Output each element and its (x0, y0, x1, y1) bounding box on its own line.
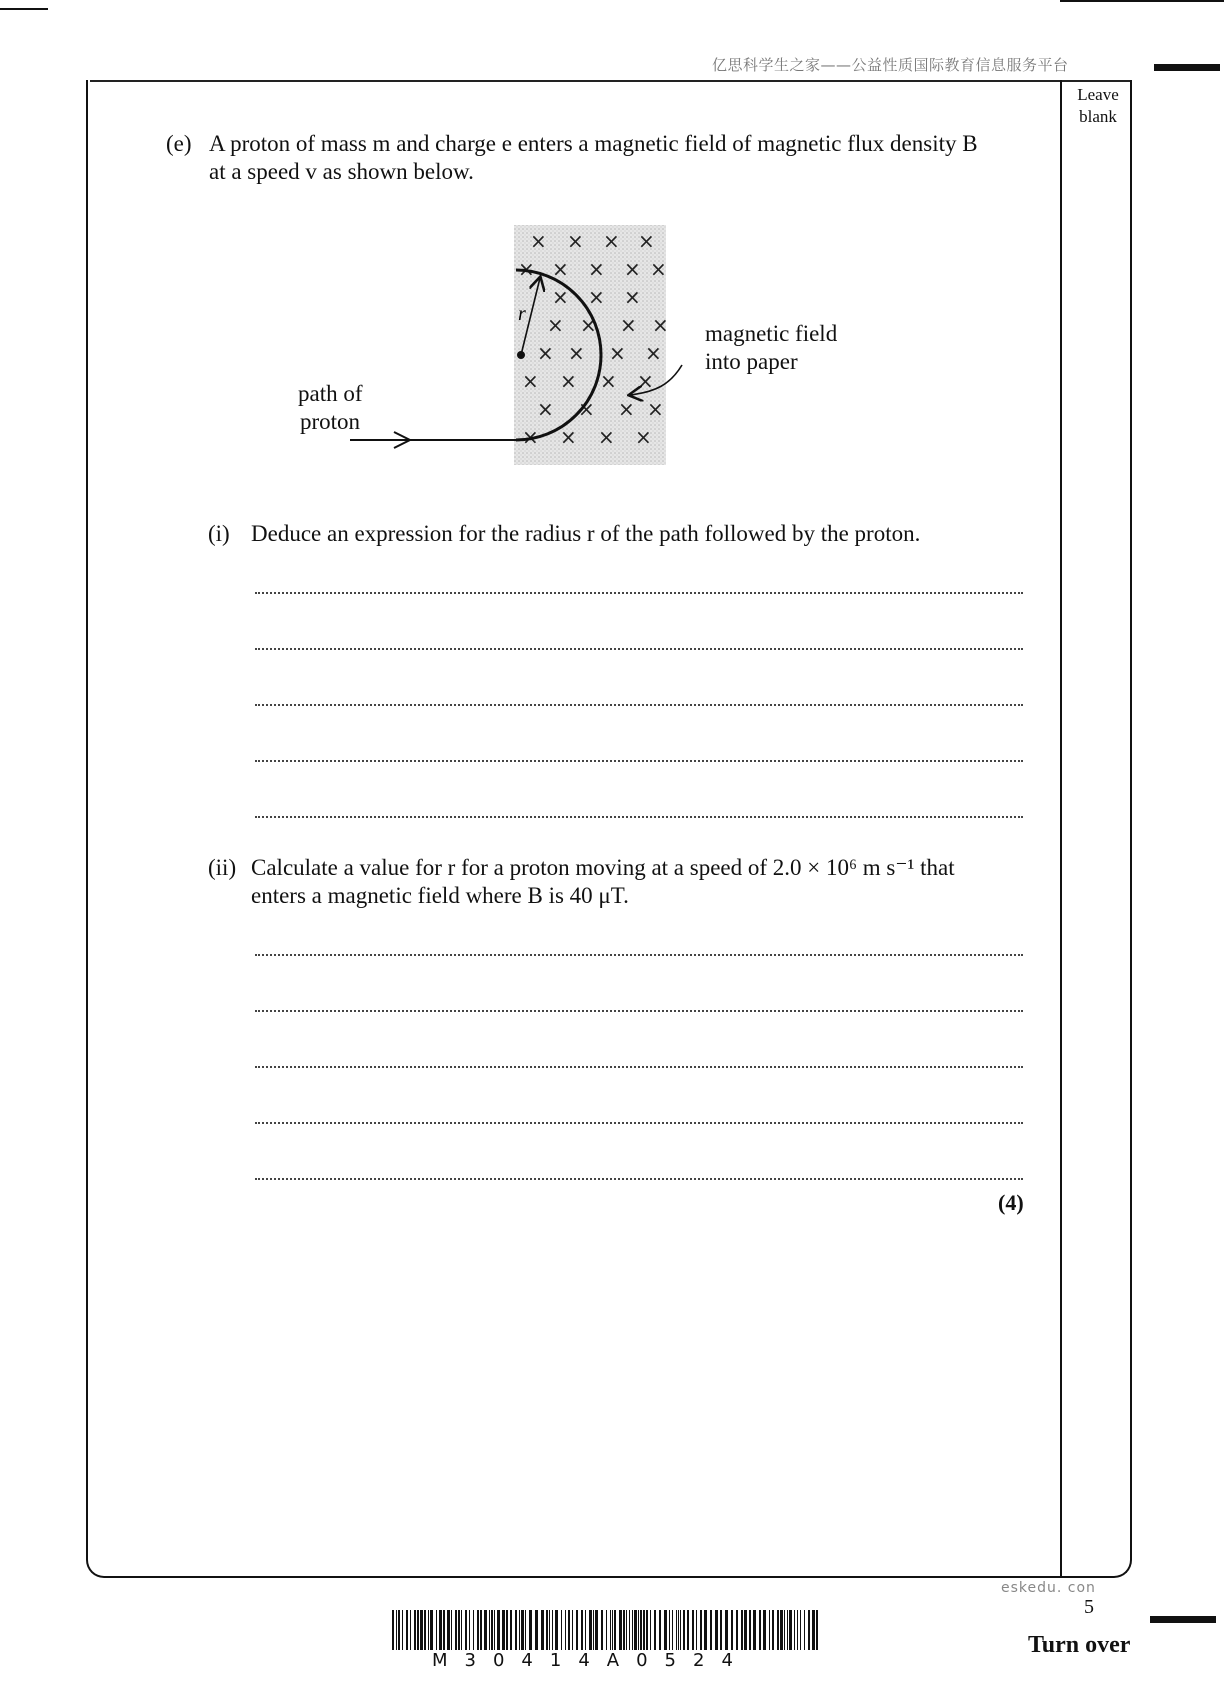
field-cross: × (600, 369, 617, 393)
barcode-bar (593, 1610, 594, 1650)
field-cross: × (560, 369, 577, 393)
answer-line-i-3[interactable] (255, 704, 1023, 706)
barcode-bar (715, 1610, 718, 1650)
barcode-bar (436, 1610, 437, 1650)
field-cross: × (603, 229, 620, 253)
field-cross: × (537, 397, 554, 421)
barcode-bar (561, 1610, 562, 1650)
barcode-bar (406, 1610, 408, 1650)
answer-line-i-2[interactable] (255, 648, 1023, 650)
field-cross: × (588, 285, 605, 309)
barcode-bar (424, 1610, 426, 1650)
field-cross: × (522, 425, 539, 449)
field-label-line1: magnetic field (705, 321, 838, 346)
field-cross: × (552, 285, 569, 309)
barcode-bar (519, 1610, 520, 1650)
registration-mark-bottom (1150, 1616, 1216, 1623)
barcode-bar (638, 1610, 639, 1650)
field-cross: × (637, 369, 654, 393)
barcode (390, 1610, 830, 1654)
registration-mark-top (1154, 64, 1220, 71)
barcode-bar (759, 1610, 761, 1650)
barcode-bar (458, 1610, 460, 1650)
intro-text: A proton of mass m and charge e enters a magnetic field of magnetic flux density B (209, 131, 978, 156)
barcode-bar (510, 1610, 512, 1650)
barcode-bar (614, 1610, 616, 1650)
answer-line-ii-3[interactable] (255, 1066, 1023, 1068)
barcode-bar (687, 1610, 689, 1650)
barcode-bar (398, 1610, 400, 1650)
barcode-bar (430, 1610, 433, 1650)
field-label-line2: into paper (705, 349, 798, 374)
question-intro-line1 (209, 130, 978, 158)
barcode-bar (794, 1610, 795, 1650)
barcode-bar (753, 1610, 756, 1650)
answer-line-ii-4[interactable] (255, 1122, 1023, 1124)
barcode-bar (664, 1610, 667, 1650)
answer-line-ii-1[interactable] (255, 954, 1023, 956)
barcode-bar (816, 1610, 818, 1650)
barcode-bar (623, 1610, 625, 1650)
barcode-bar (484, 1610, 487, 1650)
barcode-bar (789, 1610, 792, 1650)
field-cross: × (624, 257, 641, 281)
sub-i-text: Deduce an expression for the radius r of the path followed by the proton. (251, 521, 921, 546)
barcode-bar (808, 1610, 810, 1650)
barcode-bar (720, 1610, 722, 1650)
field-cross: × (537, 341, 554, 365)
corner-mark-top-right (1060, 0, 1224, 2)
barcode-bar (529, 1610, 532, 1650)
barcode-bar (772, 1610, 774, 1650)
barcode-bar (491, 1610, 493, 1650)
barcode-bar (696, 1610, 697, 1650)
answer-line-i-5[interactable] (255, 816, 1023, 818)
barcode-bar (812, 1610, 815, 1650)
barcode-bar (473, 1610, 474, 1650)
barcode-bar (704, 1610, 707, 1650)
field-cross: × (638, 229, 655, 253)
barcode-bar (480, 1610, 482, 1650)
barcode-bar (546, 1610, 548, 1650)
barcode-bar (525, 1610, 526, 1650)
barcode-bar (589, 1610, 592, 1650)
barcode-bar (552, 1610, 553, 1650)
barcode-bars (392, 1610, 818, 1650)
barcode-bar (410, 1610, 411, 1650)
barcode-bar (632, 1610, 633, 1650)
field-cross: × (568, 341, 585, 365)
barcode-bar (465, 1610, 467, 1650)
barcode-bar (654, 1610, 656, 1650)
barcode-bar (640, 1610, 642, 1650)
sub-i-label: (i) (208, 521, 230, 546)
field-cross: × (522, 369, 539, 393)
path-label-line2: proton (300, 409, 361, 434)
field-cross: × (560, 425, 577, 449)
field-cross: × (620, 313, 637, 337)
field-cross: × (598, 425, 615, 449)
barcode-bar (469, 1610, 470, 1650)
barcode-bar (710, 1610, 712, 1650)
barcode-bar (749, 1610, 751, 1650)
field-cross: × (567, 229, 584, 253)
field-cross: × (647, 397, 664, 421)
field-cross: × (645, 341, 662, 365)
field-cross: × (650, 257, 667, 281)
barcode-bar (610, 1610, 611, 1650)
answer-line-i-4[interactable] (255, 760, 1023, 762)
barcode-bar (477, 1610, 479, 1650)
field-cross: × (624, 285, 641, 309)
barcode-bar (626, 1610, 627, 1650)
barcode-bar (576, 1610, 578, 1650)
barcode-bar (396, 1610, 397, 1650)
barcode-bar (451, 1610, 452, 1650)
barcode-bar (515, 1610, 517, 1650)
field-cross: × (552, 257, 569, 281)
barcode-number: M30414A0524 (432, 1650, 750, 1671)
barcode-bar (736, 1610, 738, 1650)
barcode-bar (461, 1610, 462, 1650)
barcode-bar (568, 1610, 570, 1650)
field-cross: × (547, 313, 564, 337)
barcode-bar (541, 1610, 544, 1650)
barcode-bar (797, 1610, 798, 1650)
barcode-bar (780, 1610, 783, 1650)
field-cross: × (578, 397, 595, 421)
barcode-bar (581, 1610, 583, 1650)
barcode-bar (439, 1610, 442, 1650)
barcode-bar (549, 1610, 550, 1650)
barcode-bar (601, 1610, 603, 1650)
barcode-bar (489, 1610, 490, 1650)
barcode-bar (731, 1610, 733, 1650)
barcode-bar (725, 1610, 728, 1650)
barcode-bar (629, 1610, 630, 1650)
barcode-bar (447, 1610, 450, 1650)
barcode-bar (417, 1610, 419, 1650)
barcode-bar (692, 1610, 694, 1650)
barcode-bar (595, 1610, 598, 1650)
barcode-bar (763, 1610, 766, 1650)
barcode-bar (502, 1610, 505, 1650)
barcode-bar (506, 1610, 508, 1650)
barcode-bar (428, 1610, 429, 1650)
corner-mark (0, 8, 48, 10)
watermark: eskedu. con (1001, 1580, 1096, 1596)
barcode-bar (683, 1610, 685, 1650)
barcode-bar (392, 1610, 394, 1650)
barcode-bar (535, 1610, 538, 1650)
barcode-bar (565, 1610, 566, 1650)
answer-line-i-1[interactable] (255, 592, 1023, 594)
barcode-bar (420, 1610, 423, 1650)
sub-ii-label: (ii) (208, 855, 237, 880)
barcode-bar (787, 1610, 788, 1650)
barcode-bar (555, 1610, 558, 1650)
barcode-bar (680, 1610, 681, 1650)
barcode-bar (521, 1610, 524, 1650)
barcode-bar (619, 1610, 622, 1650)
barcode-bar (646, 1610, 648, 1650)
radius-label: r (518, 303, 526, 325)
barcode-bar (769, 1610, 770, 1650)
marks-total: (4) (998, 1190, 1024, 1215)
leave-blank-label: Leave blank (1077, 85, 1119, 126)
barcode-bar (744, 1610, 747, 1650)
barcode-bar (572, 1610, 573, 1650)
barcode-bar (678, 1610, 679, 1650)
field-cross: × (580, 313, 597, 337)
page-number: 5 (1084, 1596, 1094, 1618)
barcode-bar (402, 1610, 403, 1650)
margin-column-divider (1060, 80, 1062, 1578)
barcode-bar (676, 1610, 677, 1650)
barcode-bar (784, 1610, 785, 1650)
answer-line-ii-2[interactable] (255, 1010, 1023, 1012)
barcode-bar (414, 1610, 416, 1650)
header-site-text: 亿思科学生之家——公益性质国际教育信息服务平台 (712, 56, 1069, 74)
barcode-bar (741, 1610, 743, 1650)
field-cross: × (518, 257, 535, 281)
answer-line-ii-5[interactable] (255, 1178, 1023, 1180)
barcode-bar (643, 1610, 645, 1650)
question-intro-line2: at a speed v as shown below. (209, 159, 474, 184)
barcode-bar (612, 1610, 613, 1650)
barcode-bar (634, 1610, 637, 1650)
sub-ii-text-line2: enters a magnetic field where B is 40 μT. (251, 883, 629, 908)
barcode-bar (606, 1610, 607, 1650)
barcode-bar (585, 1610, 586, 1650)
path-label-line1: path of (298, 381, 363, 406)
barcode-bar (443, 1610, 445, 1650)
turn-over-label: Turn over (1028, 1632, 1131, 1658)
field-cross: × (530, 229, 547, 253)
barcode-bar (804, 1610, 805, 1650)
field-cross: × (635, 425, 652, 449)
field-cross: × (588, 257, 605, 281)
barcode-bar (800, 1610, 801, 1650)
sub-ii-text-line1: Calculate a value for r for a proton moving at a speed of 2.0 × 10⁶ m s⁻¹ that (251, 855, 955, 880)
field-cross: × (609, 341, 626, 365)
part-label: (e) (166, 131, 192, 156)
barcode-bar (494, 1610, 495, 1650)
field-cross: × (652, 313, 669, 337)
barcode-bar (777, 1610, 779, 1650)
barcode-bar (669, 1610, 670, 1650)
barcode-bar (455, 1610, 457, 1650)
barcode-bar (659, 1610, 661, 1650)
barcode-bar (650, 1610, 651, 1650)
field-cross: × (618, 397, 635, 421)
barcode-bar (497, 1610, 500, 1650)
barcode-bar (672, 1610, 673, 1650)
barcode-bar (700, 1610, 702, 1650)
